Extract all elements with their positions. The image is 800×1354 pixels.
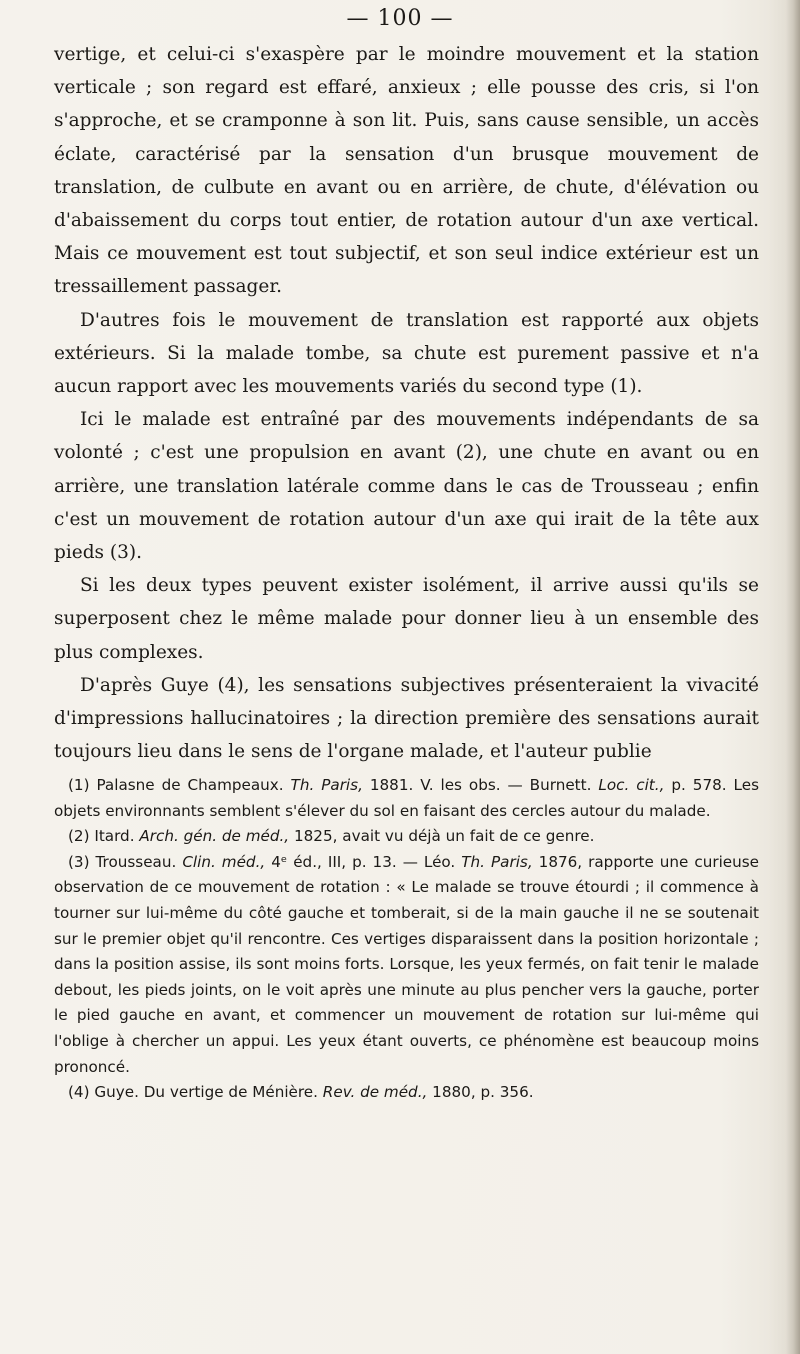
footnote-4-author: (4) Guye. Du vertige de Ménière.: [68, 1083, 318, 1102]
footnotes: [54, 773, 759, 1106]
footnote-3-source: Clin. méd.,: [182, 852, 266, 871]
footnote-2-text: 1825, avait vu déjà un fait de ce genre.: [293, 827, 595, 846]
footnote-3-author: (3) Trousseau.: [68, 852, 177, 871]
footnote-1-author: (1) Palasne de Champeaux.: [68, 776, 284, 794]
footnote-2-source: Arch. gén. de méd.,: [139, 827, 290, 846]
footnote-3-source-2: Th. Paris,: [461, 852, 533, 871]
footnote-1-text: p. 578. Les objets environnants semblent s'élever du sol en faisant des cercles autour du malade.: [54, 776, 760, 820]
paragraph-2: D'autres fois le mouvement de translation est rapporté aux objets extérieurs. Si la malade tombe, sa chute est purement passive et n'a aucun rapport avec les mouvements variés du second type (1).: [54, 309, 759, 398]
footnote-1: [54, 773, 759, 824]
footnote-3: [54, 850, 759, 1080]
footnote-2-author: (2) Itard.: [68, 827, 135, 846]
footnote-3-text: 1876, rapporte une curieuse observation de ce mouvement de rotation : « Le malade se trouve étourdi ; il commence à tourner sur lui-même du côté gauche et tomberait, si de la main gauche il ne se soutenait sur le premier objet qu'il rencontre. Ces vertiges disparaissent dans la position horizontale ; dans la position assise, ils sont moins forts. Lorsque, les yeux fermés, on fait tenir le malade debout, les pieds joints, on le voit après une minute au plus pencher vers la gauche, porter le pied gauche en avant, et commencer un mouvement de rotation sur lui-même qui l'oblige à chercher un appui. Les yeux étant ouverts, ce phénomène est beaucoup moins prononcé.: [54, 852, 760, 1076]
footnote-1-mid: 1881. V. les obs. — Burnett.: [369, 776, 592, 794]
footnote-4: [54, 1080, 759, 1106]
main-text: [54, 38, 759, 768]
footnote-2: [54, 824, 759, 850]
paragraph-4: Si les deux types peuvent exister isolément, il arrive aussi qu'ils se superposent chez le même malade pour donner lieu à un ensemble des plus complexes.: [54, 575, 759, 663]
paragraph-1: vertige, et celui-ci s'exaspère par le moindre mouvement et la station verticale ; son regard est effaré, anxieux ; elle pousse des cris, si l'on s'approche, et se cramponne à son lit. Puis, sans cause sensible, un accès éclate, caractérisé par la sensation d'un brusque mouvement de translation, de culbute en avant ou en arrière, de chute, d'élévation ou d'abaissement du corps tout entier, de rotation autour d'un axe vertical. Mais ce mouvement est tout subjectif, et son seul indice extérieur est un tressaillement passager.: [54, 44, 759, 298]
footnote-1-source: Th. Paris,: [290, 776, 363, 794]
paragraph-3: Ici le malade est entraîné par des mouvements indépendants de sa volonté ; c'est une propulsion en avant (2), une chute en avant ou en arrière, une translation latérale comme dans le cas de Trousseau ; enfin c'est un mouvement de rotation autour d'un axe qui irait de la tête aux pieds (3).: [54, 409, 759, 564]
paragraph-5: D'après Guye (4), les sensations subjectives présenteraient la vivacité d'impressions hallucinatoires ; la direction première des sensations aurait toujours lieu dans le sens de l'organe malade, et l'auteur publie: [54, 674, 759, 763]
footnote-4-text: 1880, p. 356.: [432, 1083, 534, 1102]
footnote-1-source-2: Loc. cit.,: [598, 776, 665, 794]
footnote-3-mid: 4ᵉ éd., III, p. 13. — Léo.: [271, 852, 456, 871]
footnote-4-source: Rev. de méd.,: [322, 1083, 428, 1102]
page-number: — 100 —: [346, 6, 454, 31]
page-edge-shadow: [786, 0, 800, 1354]
